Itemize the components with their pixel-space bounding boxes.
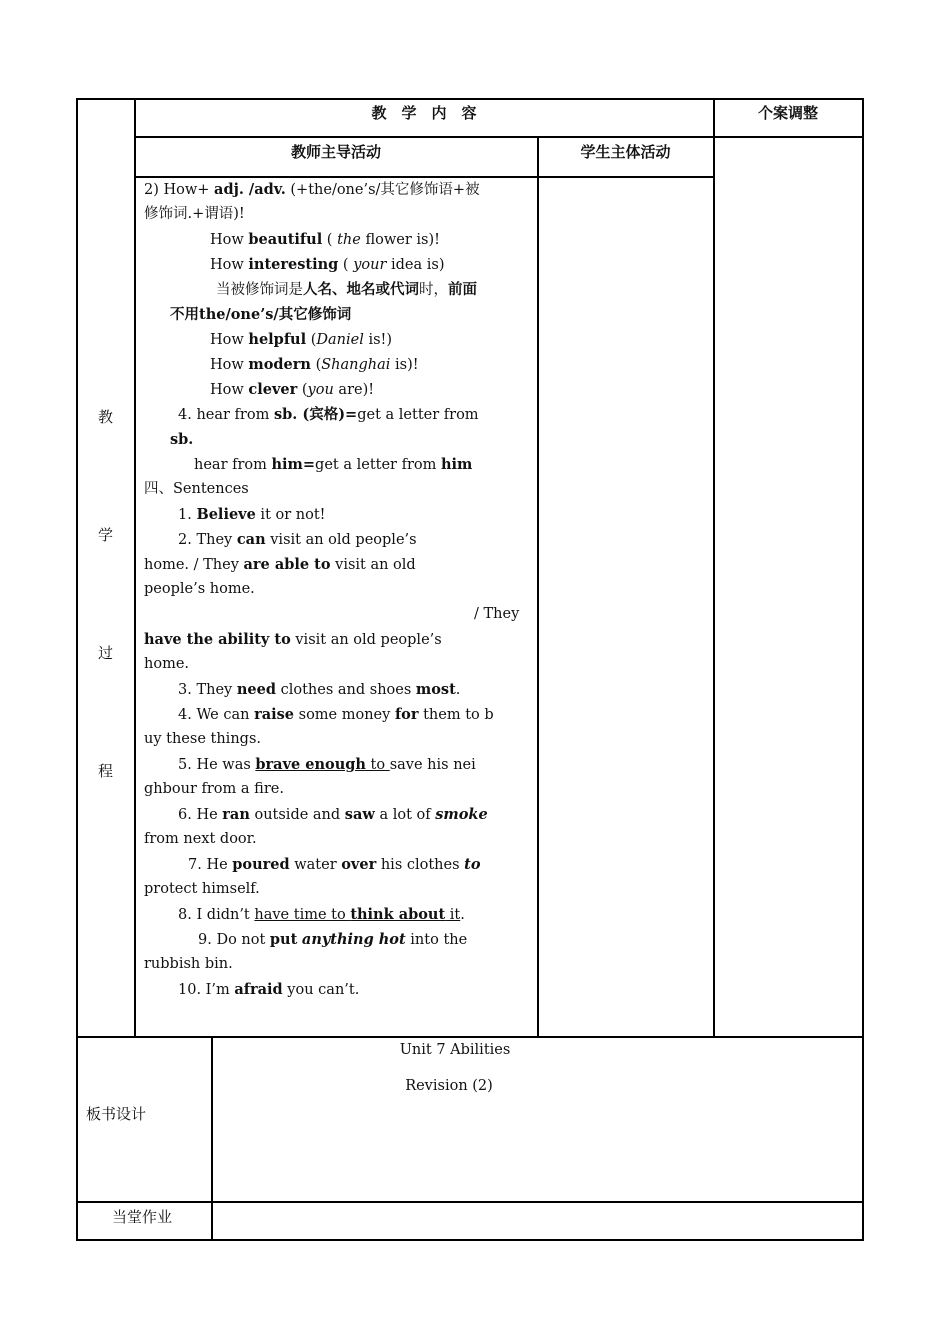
border-student-col bbox=[537, 136, 539, 1037]
sentence-line: from next door. bbox=[144, 831, 257, 847]
board-design-label: 板书设计 bbox=[86, 1105, 147, 1123]
sentence-line: have the ability to visit an old people’s bbox=[144, 631, 442, 648]
content-line: 四、Sentences bbox=[144, 481, 249, 497]
homework-label: 当堂作业 bbox=[112, 1208, 173, 1226]
content-line: How clever (you are)! bbox=[210, 381, 375, 398]
sentence-line: 6. He ran outside and saw a lot of smoke bbox=[178, 806, 488, 823]
content-line: hear from him=get a letter from him bbox=[194, 456, 473, 473]
board-subtitle: Revision (2) bbox=[405, 1078, 493, 1094]
sentence-line: home. bbox=[144, 656, 190, 672]
sentence-line: uy these things. bbox=[144, 731, 261, 747]
border-header-1 bbox=[135, 136, 864, 138]
sentence-line: home. / They are able to visit an old bbox=[144, 556, 416, 573]
side-label-char-1: 教 bbox=[97, 408, 113, 426]
content-line: How beautiful ( the flower is)! bbox=[210, 231, 440, 248]
sentence-line: 10. I’m afraid you can’t. bbox=[178, 981, 360, 998]
sentence-line: 7. He poured water over his clothes to bbox=[188, 856, 481, 873]
side-label-char-4: 程 bbox=[97, 762, 113, 780]
sentence-line: ghbour from a fire. bbox=[144, 781, 284, 797]
border-label-col bbox=[211, 1036, 213, 1240]
sentence-line: 8. I didn’t have time to think about it. bbox=[178, 906, 465, 923]
sentence-line: / They bbox=[474, 606, 520, 622]
border-left bbox=[76, 98, 78, 1240]
border-side-col bbox=[134, 98, 136, 1037]
content-line: sb. bbox=[170, 431, 194, 448]
content-line: 当被修饰词是人名、地名或代词时，前面 bbox=[216, 281, 477, 298]
sentence-line: 2. They can visit an old people’s bbox=[178, 531, 417, 548]
board-title: Unit 7 Abilities bbox=[399, 1042, 511, 1058]
content-line: How modern (Shanghai is)! bbox=[210, 356, 419, 373]
border-board-bottom bbox=[76, 1201, 864, 1203]
border-bottom bbox=[76, 1239, 864, 1241]
content-line: 修饰词.+谓语)! bbox=[144, 206, 245, 222]
content-line: 2) How+ adj. /adv. (+the/one’s/其它修饰语+被 bbox=[144, 181, 480, 198]
border-top bbox=[76, 98, 864, 100]
content-line: 4. hear from sb. (宾格)=get a letter from bbox=[178, 406, 479, 423]
sentence-line: 5. He was brave enough to save his nei bbox=[178, 756, 476, 773]
sentence-line: protect himself. bbox=[144, 881, 260, 897]
header-teaching-content: 教 学 内 容 bbox=[371, 104, 477, 122]
header-student-activity: 学生主体活动 bbox=[580, 143, 671, 161]
content-line: How interesting ( your idea is) bbox=[210, 256, 445, 273]
sentence-line: rubbish bin. bbox=[144, 956, 233, 972]
sentence-line: 4. We can raise some money for them to b bbox=[178, 706, 494, 723]
sentence-line: 3. They need clothes and shoes most. bbox=[178, 681, 461, 698]
border-right bbox=[862, 98, 864, 1240]
content-line: 不用the/one’s/其它修饰词 bbox=[170, 306, 352, 323]
header-teacher-activity: 教师主导活动 bbox=[290, 143, 381, 161]
side-label-char-2: 学 bbox=[97, 526, 113, 544]
border-adjust-col bbox=[713, 98, 715, 1037]
side-label-char-3: 过 bbox=[97, 644, 113, 662]
content-line: How helpful (Daniel is!) bbox=[210, 331, 393, 348]
header-individual-adjust: 个案调整 bbox=[757, 104, 818, 122]
sentence-line: 1. Believe it or not! bbox=[178, 506, 326, 523]
sentence-line: people’s home. bbox=[144, 581, 255, 597]
sentence-line: 9. Do not put anything hot into the bbox=[198, 931, 468, 948]
